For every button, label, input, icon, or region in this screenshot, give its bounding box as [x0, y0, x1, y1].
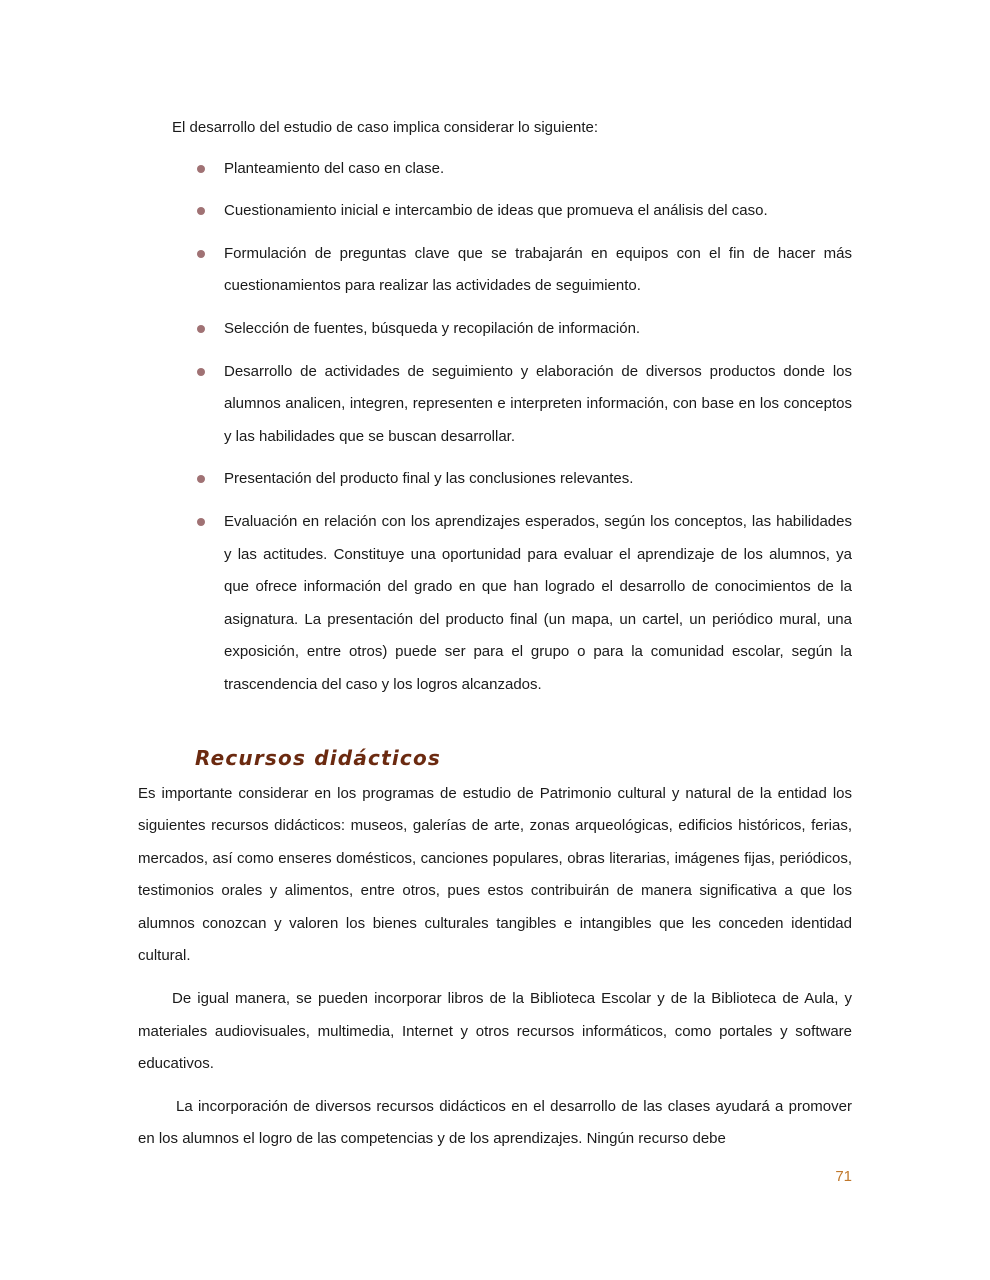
list-item [138, 463, 852, 496]
list-item-text: Selección de fuentes, búsqueda y recopilación de información. [224, 319, 641, 337]
bullet-icon [197, 518, 205, 526]
list-item [138, 195, 852, 228]
list-item [138, 313, 852, 346]
list-item [138, 506, 852, 702]
paragraph: La incorporación de diversos recursos didácticos en el desarrollo de las clases ayudará a promover en los alumnos el logro de las competencias y de los aprendizajes. Ningún recurso debe [138, 1097, 852, 1148]
list-item-text: Cuestionamiento inicial e intercambio de ideas que promueva el análisis del caso. [224, 202, 768, 220]
list-item-text: Planteamiento del caso en clase. [224, 159, 445, 177]
list-item [138, 153, 852, 186]
document-page [138, 112, 852, 1166]
steps-list [138, 153, 852, 702]
list-item [138, 238, 852, 303]
bullet-icon [197, 207, 205, 215]
page-number: 71 [835, 1168, 852, 1185]
list-item-text: Presentación del producto final y las conclusiones relevantes. [224, 470, 634, 488]
paragraph: Es importante considerar en los programas de estudio de Patrimonio cultural y natural de la entidad los siguientes recursos didácticos: museos, galerías de arte, zonas arqueológicas, edificios históricos, ferias, mercados, así como enseres domésticos, canciones populares, obras literarias, imágenes fijas, periódicos, testimonios orales y alimentos, entre otros, pues estos contribuirán de manera significativa a que los alumnos conozcan y valoren los bienes culturales tangibles e intangibles que les conceden identidad cultural. [138, 784, 852, 965]
bullet-icon [197, 368, 205, 376]
bullet-icon [197, 165, 205, 173]
list-item-text: Formulación de preguntas clave que se trabajarán en equipos con el fin de hacer más cuestionamientos para realizar las actividades de seguimiento. [224, 244, 852, 295]
intro-text: El desarrollo del estudio de caso implica considerar lo siguiente: [172, 119, 599, 136]
list-item-text: Desarrollo de actividades de seguimiento y elaboración de diversos productos donde los alumnos analicen, integren, representen e interpreten información, con base en los conceptos y las habilidades que se buscan desarrollar. [224, 362, 852, 445]
bullet-icon [197, 250, 205, 258]
list-item [138, 356, 852, 454]
paragraph: De igual manera, se pueden incorporar libros de la Biblioteca Escolar y de la Biblioteca de Aula, y materiales audiovisuales, multimedia, Internet y otros recursos informáticos, como portales y software educativos. [138, 990, 852, 1073]
list-item-text: Evaluación en relación con los aprendizajes esperados, según los conceptos, las habilidades y las actitudes. Constituye una oportunidad para evaluar el aprendizaje de los alumnos, ya que ofrece información del grado en que han logrado el desarrollo de conocimientos de la asignatura. La presentación del producto final (un mapa, un cartel, un periódico mural, una exposición, entre otros) puede ser para el grupo o para la comunidad escolar, según la trascendencia del caso y los logros alcanzados. [224, 512, 852, 693]
bullet-icon [197, 325, 205, 333]
section-heading: Recursos didácticos [195, 745, 441, 770]
bullet-icon [197, 475, 205, 483]
